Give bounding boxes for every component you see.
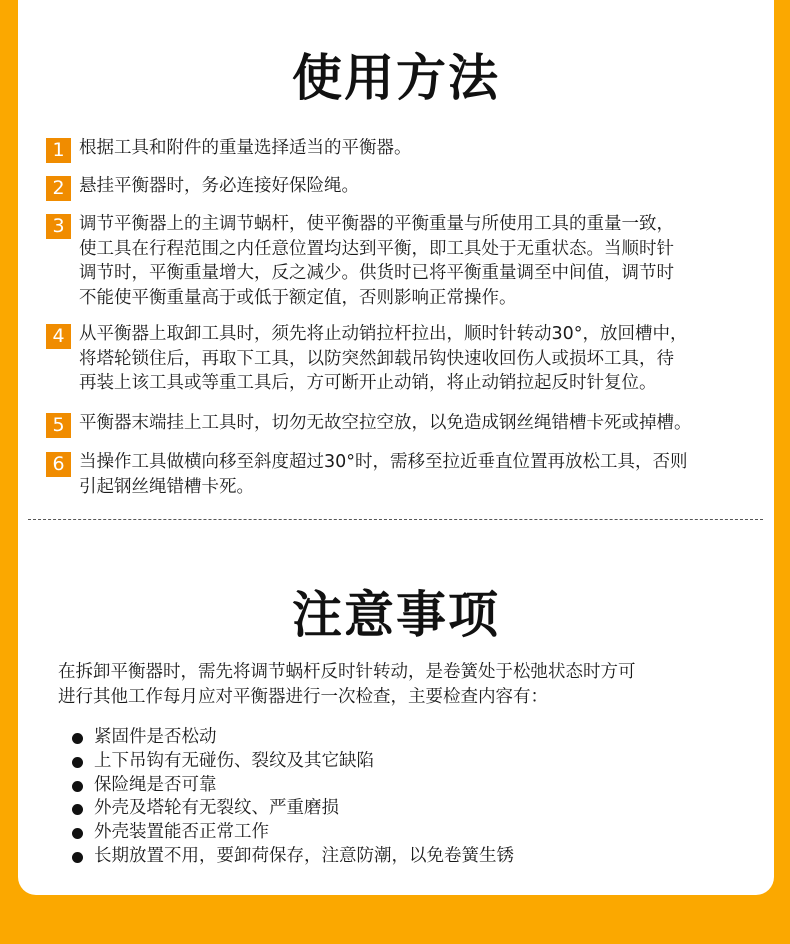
notes-intro: 在拆卸平衡器时，需先将调节蜗杆反时针转动，是卷簧处于松弛状态时方可 进行其他工作每月应对平衡器进行一次检查，主要检查内容有： [58, 662, 636, 707]
checklist-item-text: 上下吊钩有无碰伤、裂纹及其它缺陷 [94, 750, 374, 771]
bullet-dot-icon [72, 781, 83, 792]
step-text: 悬挂平衡器时，务必连接好保险绳。 [79, 176, 359, 196]
step-text: 根据工具和附件的重量选择适当的平衡器。 [79, 138, 412, 158]
checklist-item [72, 750, 514, 774]
checklist-item [72, 797, 514, 821]
step-number-badge: 2 [46, 176, 71, 201]
bullet-dot-icon [72, 733, 83, 744]
checklist-item [72, 774, 514, 798]
step-number-badge: 4 [46, 324, 71, 349]
dashed-divider [28, 519, 763, 520]
content-card [18, 0, 774, 895]
notes-title: 注意事项 [292, 586, 500, 644]
step-number-badge: 6 [46, 452, 71, 477]
bullet-dot-icon [72, 828, 83, 839]
step-text: 当操作工具做横向移至斜度超过30°时，需移至拉近垂直位置再放松工具，否则 引起钢丝绳错槽卡死。 [79, 452, 688, 497]
checklist-item-text: 保险绳是否可靠 [94, 774, 217, 795]
checklist-item [72, 821, 514, 845]
bullet-dot-icon [72, 757, 83, 768]
checklist-item-text: 紧固件是否松动 [94, 727, 217, 747]
checklist-item [72, 845, 514, 869]
step-text: 调节平衡器上的主调节蜗杆，使平衡器的平衡重量与所使用工具的重量一致， 使工具在行程范围之内任意位置均达到平衡，即工具处于无重状态。当顺时针 调节时，平衡重量增大，反之减少。供货时已将平衡重量调至中间值，调节时 不能使平衡重量高于或低于额定值，否则影响正常操作。 [79, 214, 674, 308]
step-number-badge: 5 [46, 413, 71, 438]
inspection-checklist [72, 726, 514, 869]
checklist-item-text: 外壳装置能否正常工作 [94, 822, 269, 843]
bullet-dot-icon [72, 804, 83, 815]
step-text: 平衡器末端挂上工具时，切勿无故空拉空放，以免造成钢丝绳错槽卡死或掉槽。 [79, 413, 692, 433]
step-number-badge: 1 [46, 138, 71, 163]
checklist-item [72, 726, 514, 750]
checklist-item-text: 长期放置不用，要卸荷保存，注意防潮，以免卷簧生锈 [94, 845, 514, 866]
step-text: 从平衡器上取卸工具时，须先将止动销拉杆拉出，顺时针转动30°，放回槽中， 将塔轮锁住后，再取下工具，以防突然卸载吊钩快速收回伤人或损坏工具，待 再装上该工具或等重工具后，方可断开止动销，将止动销拉起反时针复位。 [79, 324, 688, 393]
usage-title: 使用方法 [292, 49, 500, 107]
checklist-item-text: 外壳及塔轮有无裂纹、严重磨损 [94, 798, 339, 819]
step-number-badge: 3 [46, 214, 71, 239]
bullet-dot-icon [72, 852, 83, 863]
